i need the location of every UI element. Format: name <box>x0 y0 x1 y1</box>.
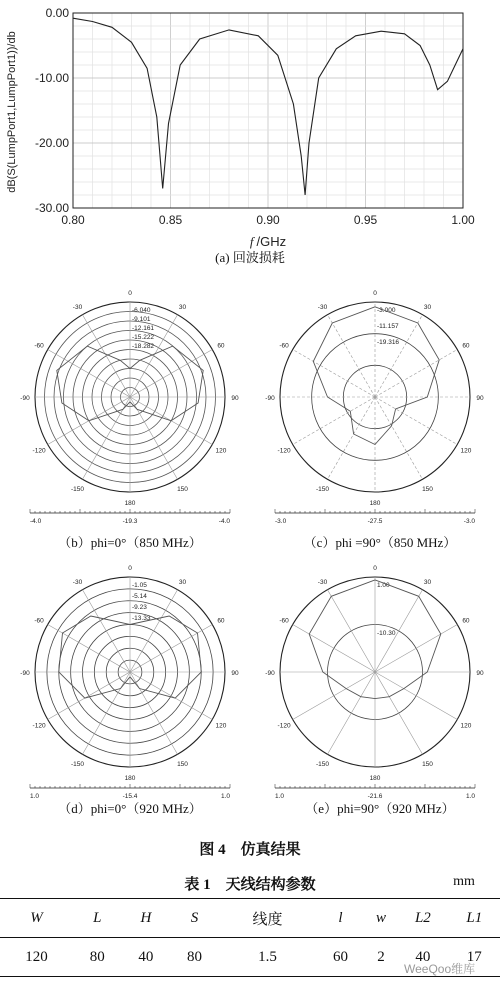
header-L2: L2 <box>397 899 448 938</box>
y-tick-label: 0.00 <box>45 6 69 20</box>
value-H: 40 <box>122 938 171 977</box>
polar-spoke <box>328 590 376 672</box>
angle-tick-label: 150 <box>177 760 188 768</box>
ring-label: -15.222 <box>132 334 155 341</box>
scale-label: -3.0 <box>275 518 287 525</box>
angle-tick-label: -30 <box>317 579 328 587</box>
angle-tick-label: 150 <box>422 485 433 493</box>
angle-tick-label: -30 <box>317 304 328 312</box>
polar-spoke <box>130 625 212 673</box>
ring-label: -6.040 <box>132 307 151 314</box>
angle-tick-label: 0 <box>373 290 377 297</box>
header-w: w <box>365 899 397 938</box>
polar-spoke <box>293 350 375 398</box>
caption-e: （e）phi=90°（920 MHz） <box>305 801 455 816</box>
angle-tick-label: 120 <box>460 722 472 730</box>
x-tick-label: 0.80 <box>61 213 85 227</box>
angle-tick-label: 90 <box>476 670 484 677</box>
polar-spoke <box>48 625 130 673</box>
scale-label: -3.0 <box>463 518 475 525</box>
value-l: 60 <box>316 938 365 977</box>
angle-tick-label: -150 <box>70 485 85 493</box>
value-L: 80 <box>73 938 122 977</box>
value-L1: 17 <box>449 938 500 977</box>
scale-label: 1.0 <box>275 793 285 800</box>
ring-label: -18.282 <box>132 343 155 350</box>
scale-label: -27.5 <box>367 518 383 525</box>
angle-tick-label: -150 <box>315 760 330 768</box>
polar-spoke <box>375 672 423 754</box>
ring-label: 1.00 <box>377 582 390 589</box>
angle-tick-label: 90 <box>231 395 239 402</box>
value-w: 2 <box>365 938 397 977</box>
angle-tick-label: 150 <box>177 485 188 493</box>
polar-spoke <box>375 397 423 479</box>
polar-spoke <box>375 350 457 398</box>
angle-tick-label: 180 <box>369 500 381 507</box>
angle-tick-label: -30 <box>72 304 83 312</box>
polar-spoke <box>293 625 375 673</box>
polar-spoke <box>375 397 457 445</box>
polar-spoke <box>83 672 131 754</box>
angle-tick-label: -120 <box>277 722 291 730</box>
ring-label: -9.23 <box>132 604 147 611</box>
table-title: 表 1 天线结构参数 <box>184 877 316 893</box>
y-axis-label: dB(S(LumpPort1,LumpPort1))/db <box>6 31 18 193</box>
polar-spoke <box>375 672 457 720</box>
scale-label: -19.3 <box>122 518 138 525</box>
header-W: W <box>0 899 73 938</box>
angle-tick-label: 30 <box>178 304 187 312</box>
polar-spoke <box>130 672 178 754</box>
x-tick-label: 0.90 <box>256 213 280 227</box>
polar-spoke <box>130 590 178 672</box>
angle-tick-label: 180 <box>124 500 136 507</box>
polar-plot-d <box>10 560 250 800</box>
angle-tick-label: -60 <box>34 617 44 625</box>
ring-label: -19.316 <box>377 339 400 346</box>
angle-tick-label: -90 <box>265 670 275 677</box>
angle-tick-label: 30 <box>423 579 432 587</box>
angle-tick-label: 0 <box>128 565 132 572</box>
y-tick-label: -10.00 <box>34 71 69 85</box>
scale-label: -4.0 <box>218 518 230 525</box>
angle-tick-label: 120 <box>460 447 472 455</box>
x-tick-label: 0.95 <box>353 213 378 227</box>
angle-tick-label: 0 <box>128 290 132 297</box>
header-S: S <box>170 899 219 938</box>
angle-tick-label: 90 <box>231 670 239 677</box>
angle-tick-label: 60 <box>217 617 225 625</box>
x-tick-labels <box>61 213 475 227</box>
angle-tick-label: -90 <box>265 395 275 402</box>
header-line-width: 线度 <box>219 899 316 938</box>
scale-label: -4.0 <box>30 518 42 525</box>
y-tick-label: -20.00 <box>34 136 69 150</box>
polar-plot-c <box>255 285 495 525</box>
y-tick-label: -30.00 <box>34 201 69 215</box>
polar-spoke <box>83 590 131 672</box>
polar-spoke <box>328 315 376 397</box>
angle-tick-label: 60 <box>462 342 470 350</box>
polar-spoke <box>48 672 130 720</box>
header-L1: L1 <box>449 899 500 938</box>
angle-tick-label: -60 <box>34 342 44 350</box>
angle-tick-label: 0 <box>373 565 377 572</box>
angle-tick-label: 30 <box>423 304 432 312</box>
caption-b: （b）phi=0°（850 MHz） <box>58 535 202 550</box>
header-l: l <box>316 899 365 938</box>
x-axis-label: f /GHz <box>249 234 287 249</box>
angle-tick-label: -150 <box>70 760 85 768</box>
caption-d: （d）phi=0°（920 MHz） <box>58 801 202 816</box>
watermark: WeeQoo维库 <box>404 962 476 976</box>
scale-label: 1.0 <box>465 793 475 800</box>
return-loss-chart <box>0 0 500 250</box>
caption-a: (a) 回波损耗 <box>215 250 285 265</box>
table-unit: mm <box>453 874 475 889</box>
polar-plot-e <box>255 560 495 800</box>
angle-tick-label: 60 <box>217 342 225 350</box>
ring-label: -12.161 <box>132 325 155 332</box>
table-header-row <box>0 899 500 938</box>
polar-spoke <box>83 315 131 397</box>
angle-tick-label: -30 <box>72 579 83 587</box>
angle-tick-label: -60 <box>279 617 289 625</box>
angle-tick-label: -120 <box>32 447 46 455</box>
angle-tick-label: -60 <box>279 342 289 350</box>
polar-spoke <box>293 672 375 720</box>
ring-label: -5.14 <box>132 593 147 600</box>
angle-tick-label: 30 <box>178 579 187 587</box>
angle-tick-label: 180 <box>124 775 136 782</box>
scale-label: -21.6 <box>367 793 383 800</box>
angle-tick-label: 120 <box>215 447 227 455</box>
ring-label: -9.101 <box>132 316 151 323</box>
angle-tick-label: 180 <box>369 775 381 782</box>
header-H: H <box>122 899 171 938</box>
polar-spoke <box>293 397 375 445</box>
value-S: 80 <box>170 938 219 977</box>
angle-tick-label: -150 <box>315 485 330 493</box>
angle-tick-label: 150 <box>422 760 433 768</box>
angle-tick-label: -120 <box>277 447 291 455</box>
caption-c: （c）phi =90°（850 MHz） <box>303 535 457 550</box>
angle-tick-label: 60 <box>462 617 470 625</box>
ring-label: -10.30 <box>377 630 396 637</box>
scale-label: 1.0 <box>30 793 40 800</box>
value-line-width: 1.5 <box>219 938 316 977</box>
angle-tick-label: -90 <box>20 395 30 402</box>
figure-caption: 图 4 仿真结果 <box>199 842 301 858</box>
ring-label: -3.000 <box>377 307 396 314</box>
y-tick-labels <box>35 6 69 215</box>
angle-tick-label: -90 <box>20 670 30 677</box>
ring-label: -13.33 <box>132 615 151 622</box>
angle-tick-label: 120 <box>215 722 227 730</box>
value-W: 120 <box>0 938 73 977</box>
value-L2: 40 <box>397 938 448 977</box>
scale-label: 1.0 <box>220 793 230 800</box>
polar-spoke <box>328 397 376 479</box>
ring-label: -11.157 <box>377 323 399 330</box>
polar-plot-b <box>10 285 250 525</box>
ring-label: -1.05 <box>132 582 147 589</box>
x-tick-label: 1.00 <box>451 213 475 227</box>
angle-tick-label: 90 <box>476 395 484 402</box>
polar-spoke <box>130 672 212 720</box>
x-tick-label: 0.85 <box>158 213 183 227</box>
angle-tick-label: -120 <box>32 722 46 730</box>
scale-label: -15.4 <box>122 793 138 800</box>
polar-spoke <box>328 672 376 754</box>
header-L: L <box>73 899 122 938</box>
